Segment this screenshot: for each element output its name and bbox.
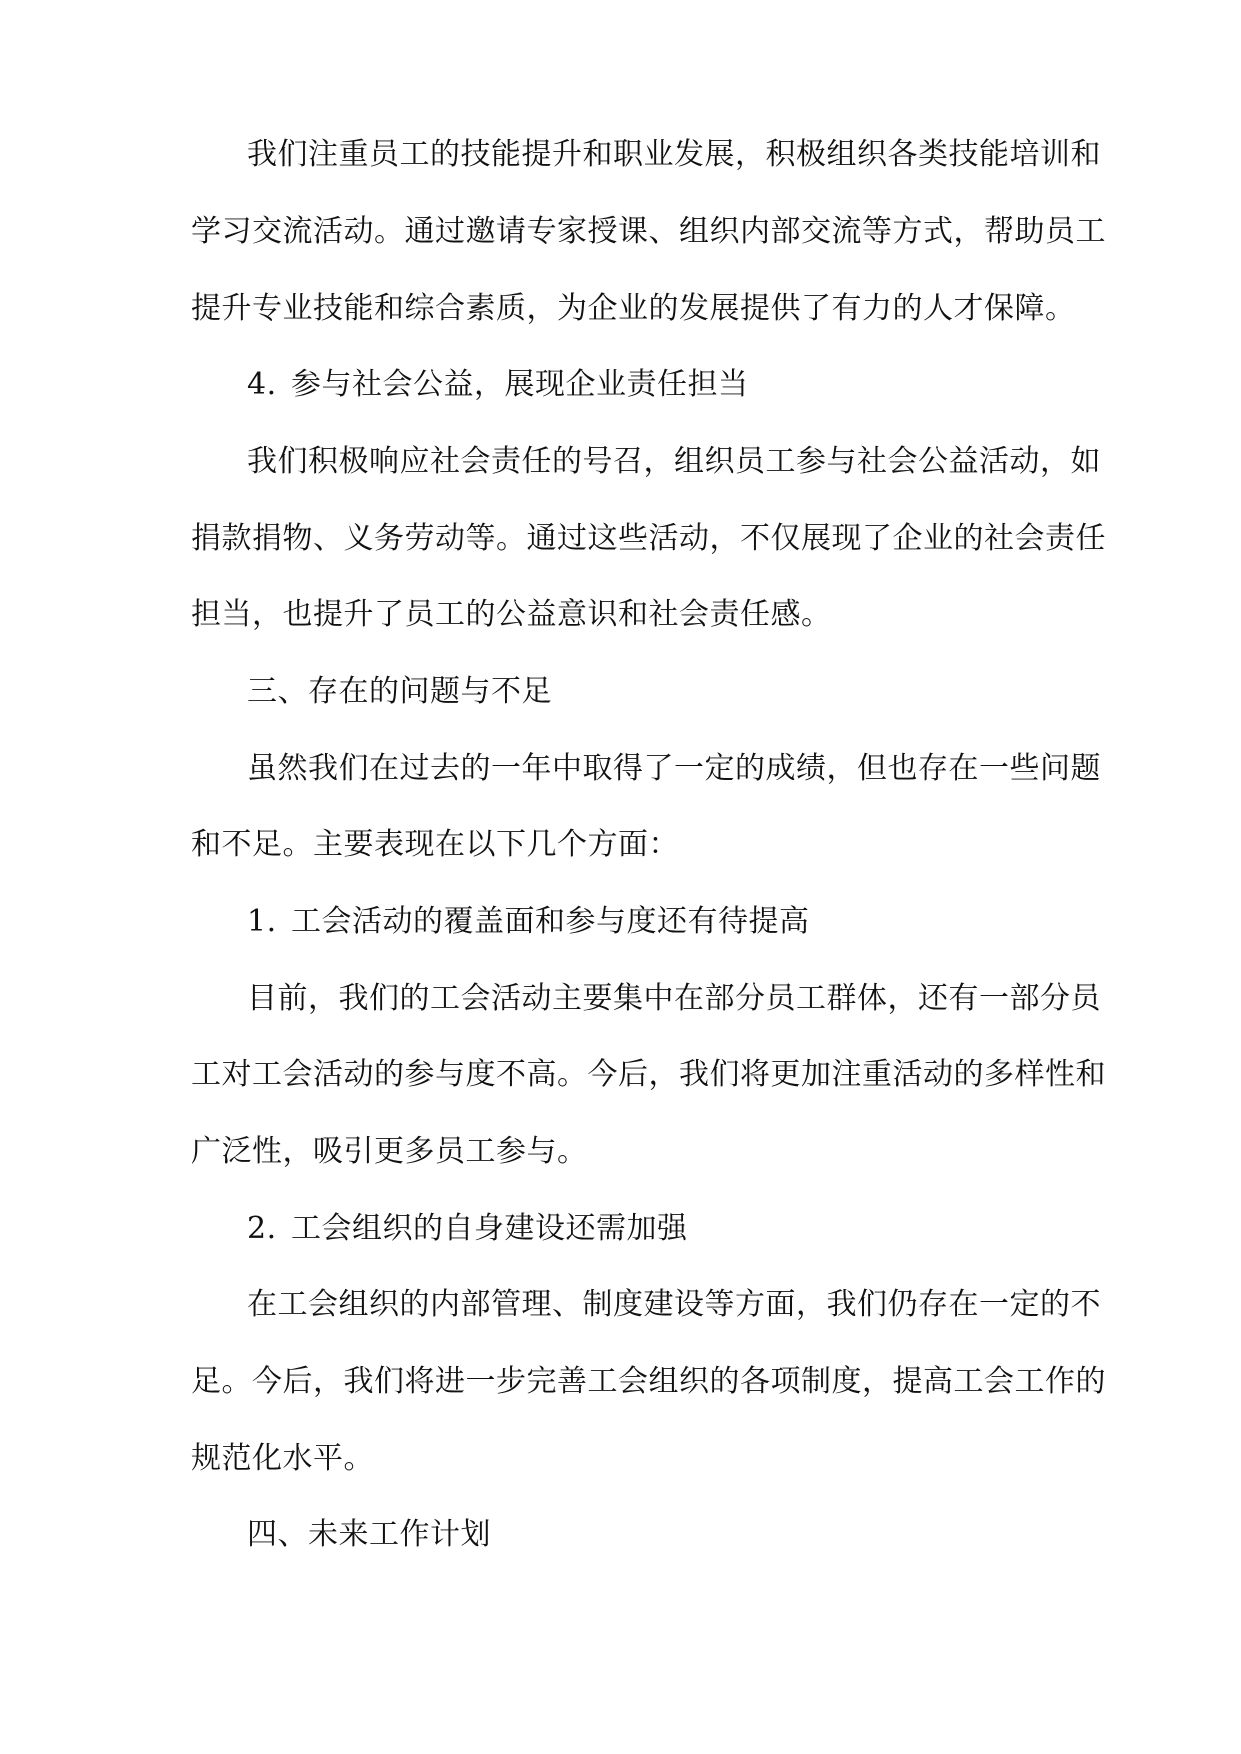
heading-text: 工会组织的自身建设还需加强 — [291, 1211, 688, 1246]
paragraph-line: 目前，我们的工会活动主要集中在部分员工群体，还有一部分员 — [247, 981, 1101, 1016]
paragraph-line: 规范化水平。 — [191, 1441, 374, 1476]
section-heading-1 — [247, 897, 1127, 947]
paragraph-line: 捐款捐物、义务劳动等。通过这些活动，不仅展现了企业的社会责任 — [191, 521, 1106, 556]
paragraph-line: 我们注重员工的技能提升和职业发展，积极组织各类技能培训和 — [247, 137, 1101, 172]
paragraph-line: 在工会组织的内部管理、制度建设等方面，我们仍存在一定的不 — [247, 1287, 1101, 1322]
section-heading-4 — [247, 360, 1127, 410]
paragraph-line: 足。今后，我们将进一步完善工会组织的各项制度，提高工会工作的 — [191, 1364, 1106, 1399]
heading-text: 参与社会公益，展现企业责任担当 — [291, 367, 749, 402]
paragraph-line: 广泛性，吸引更多员工参与。 — [191, 1134, 588, 1169]
section-heading-3: 三、存在的问题与不足 — [247, 674, 552, 709]
paragraph-line: 我们积极响应社会责任的号召，组织员工参与社会公益活动，如 — [247, 444, 1101, 479]
paragraph-line: 提升专业技能和综合素质，为企业的发展提供了有力的人才保障。 — [191, 291, 1076, 326]
paragraph-line: 学习交流活动。通过邀请专家授课、组织内部交流等方式，帮助员工 — [191, 214, 1106, 249]
paragraph-line: 虽然我们在过去的一年中取得了一定的成绩，但也存在一些问题 — [247, 751, 1101, 786]
heading-text: 工会活动的覆盖面和参与度还有待提高 — [291, 904, 810, 939]
paragraph-line: 担当，也提升了员工的公益意识和社会责任感。 — [191, 597, 832, 632]
paragraph-line: 工对工会活动的参与度不高。今后，我们将更加注重活动的多样性和 — [191, 1057, 1106, 1092]
section-heading-2 — [247, 1204, 1127, 1254]
section-heading-4-plan: 四、未来工作计划 — [247, 1517, 491, 1552]
list-number: 2. — [247, 1211, 277, 1246]
list-number: 4. — [247, 367, 277, 402]
paragraph-line: 和不足。主要表现在以下几个方面： — [191, 827, 679, 862]
list-number: 1. — [247, 904, 277, 939]
